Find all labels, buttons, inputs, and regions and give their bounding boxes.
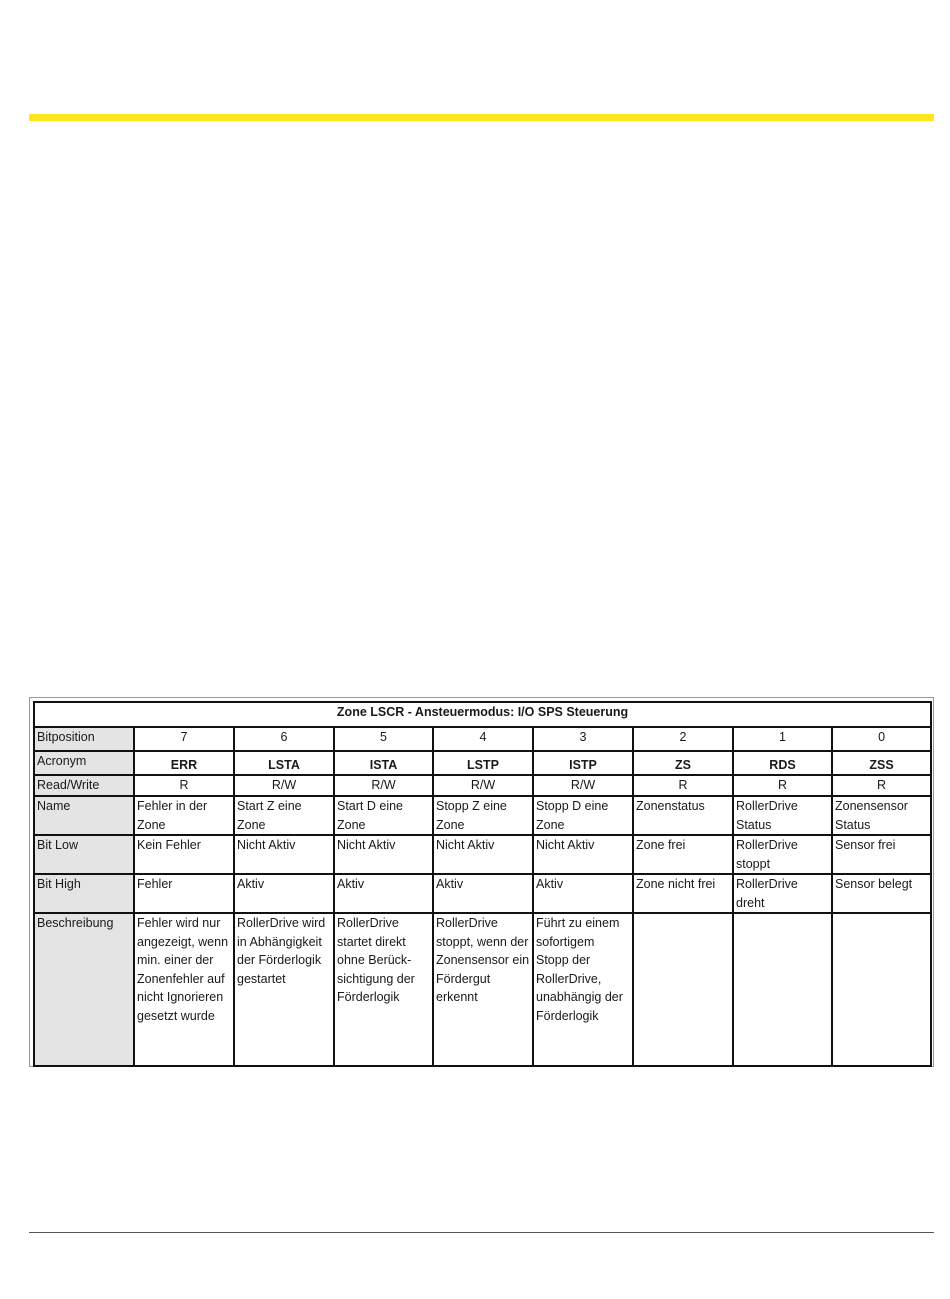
table-cell: 6 [234,727,334,751]
table-cell: LSTA [234,751,334,775]
table-cell: Nicht Aktiv [334,835,433,874]
table-cell: 5 [334,727,433,751]
row-label-bithigh: Bit High [34,874,134,913]
table-cell: ZS [633,751,733,775]
table-cell [832,913,931,1066]
table-cell [733,913,832,1066]
table-cell [633,913,733,1066]
footer-rule [29,1232,934,1233]
table-row [34,751,931,775]
table-cell: Aktiv [234,874,334,913]
table-cell: ERR [134,751,234,775]
table-cell: R/W [433,775,533,796]
table-cell: Fehler [134,874,234,913]
table-cell: 4 [433,727,533,751]
table-cell: R [733,775,832,796]
table-row [34,775,931,796]
header-accent-rule [29,114,934,121]
table-cell: R/W [234,775,334,796]
table-cell: RollerDrive startet direkt ohne Berück-sichtigung der Förderlogik [334,913,433,1066]
table-cell: ISTP [533,751,633,775]
table-cell: Zonenstatus [633,796,733,835]
table-cell: Stopp D eine Zone [533,796,633,835]
table-cell: Nicht Aktiv [533,835,633,874]
table-cell: Nicht Aktiv [433,835,533,874]
row-label-readwrite: Read/Write [34,775,134,796]
table-cell: Start D eine Zone [334,796,433,835]
table-cell: Nicht Aktiv [234,835,334,874]
table-cell: ZSS [832,751,931,775]
row-label-name: Name [34,796,134,835]
table-cell: Fehler wird nur angezeigt, wenn min. einer der Zonenfehler auf nicht Ignorieren gesetzt wurde [134,913,234,1066]
table-cell: Aktiv [433,874,533,913]
table-row [34,796,931,835]
table-row [34,874,931,913]
table-cell: Aktiv [533,874,633,913]
table-row [34,913,931,1066]
table-row [34,727,931,751]
table-cell: ISTA [334,751,433,775]
title-row [34,702,931,727]
table-cell: 2 [633,727,733,751]
row-label-bitlow: Bit Low [34,835,134,874]
table-cell: Sensor frei [832,835,931,874]
table-cell: Start Z eine Zone [234,796,334,835]
table-cell: R [134,775,234,796]
table-cell: Kein Fehler [134,835,234,874]
table-cell: RDS [733,751,832,775]
table-cell: 1 [733,727,832,751]
table-cell: R [633,775,733,796]
table-cell: RollerDrive stoppt [733,835,832,874]
table-cell: Zonensensor Status [832,796,931,835]
table-cell: 3 [533,727,633,751]
table-cell: RollerDrive dreht [733,874,832,913]
table-cell: R [832,775,931,796]
row-label-description: Beschreibung [34,913,134,1066]
table-cell: RollerDrive Status [733,796,832,835]
table-cell: Aktiv [334,874,433,913]
table-cell: Stopp Z eine Zone [433,796,533,835]
table-cell: Sensor belegt [832,874,931,913]
row-label-acronym: Acronym [34,751,134,775]
register-table [33,701,932,1067]
table-cell: R/W [533,775,633,796]
table-title: Zone LSCR - Ansteuermodus: I/O SPS Steuerung [34,702,931,727]
table-cell: LSTP [433,751,533,775]
table-cell: RollerDrive stoppt, wenn der Zonensensor ein Fördergut erkennt [433,913,533,1066]
table-cell: Fehler in der Zone [134,796,234,835]
table-cell: Führt zu einem sofortigem Stopp der RollerDrive, unabhängig der Förderlogik [533,913,633,1066]
row-label-bitposition: Bitposition [34,727,134,751]
table-cell: Zone frei [633,835,733,874]
table-cell: 7 [134,727,234,751]
table-cell: 0 [832,727,931,751]
table-row [34,835,931,874]
table-cell: RollerDrive wird in Abhängigkeit der Förderlogik gestartet [234,913,334,1066]
table-cell: Zone nicht frei [633,874,733,913]
table-cell: R/W [334,775,433,796]
